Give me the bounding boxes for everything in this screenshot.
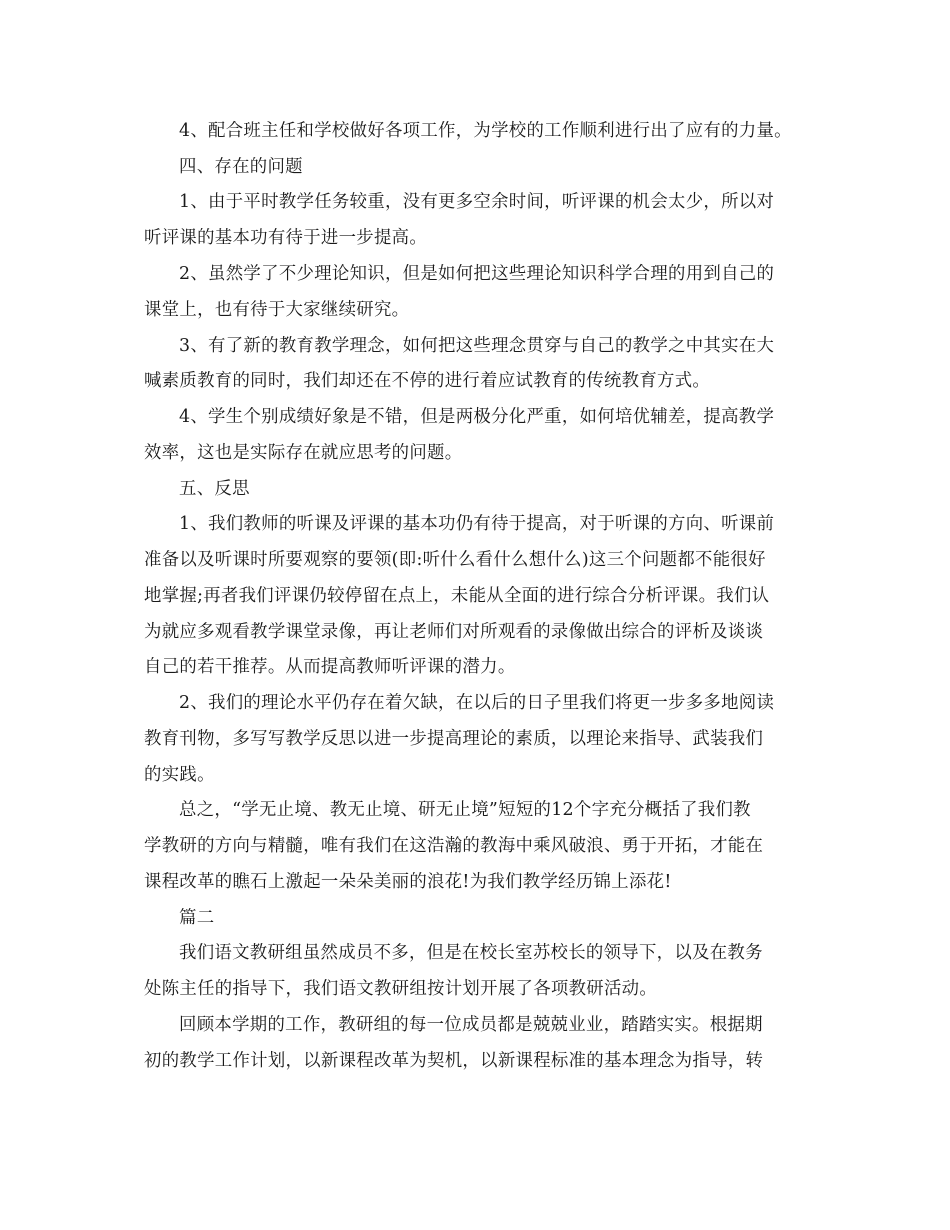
paragraph-line: 3、有了新的教育教学理念，如何把这些理念贯穿与自己的教学之中其实在大 [179, 336, 775, 356]
paragraph-line: 总之，“学无止境、教无止境、研无止境”短短的12个字充分概括了我们教 [179, 800, 751, 820]
paragraph-line: 2、我们的理论水平仍存在着欠缺，在以后的日子里我们将更一步多多地阅读 [179, 693, 775, 713]
paragraph-line: 我们语文教研组虽然成员不多，但是在校长室苏校长的领导下，以及在教务 [179, 943, 763, 963]
paragraph-line: 听评课的基本功有待于进一步提高。 [144, 228, 428, 248]
paragraph-line: 初的教学工作计划，以新课程改革为契机，以新课程标准的基本理念为指导，转 [144, 1051, 764, 1071]
paragraph-line: 喊素质教育的同时，我们却还在不停的进行着应试教育的传统教育方式。 [144, 371, 711, 391]
paragraph-line: 回顾本学期的工作，教研组的每一位成员都是兢兢业业，踏踏实实。根据期 [179, 1015, 763, 1035]
paragraph-line: 教育刊物，多写写教学反思以进一步提高理论的素质，以理论来指导、武装我们 [144, 729, 764, 749]
paragraph-line: 自己的若干推荐。从而提高教师听评课的潜力。 [144, 657, 516, 677]
paragraph-line: 的实践。 [144, 765, 215, 785]
paragraph-line: 1、我们教师的听课及评课的基本功仍有待于提高，对于听课的方向、听课前 [179, 514, 775, 534]
paragraph-line: 课程改革的瞧石上激起一朵朵美丽的浪花!为我们教学经历锦上添花! [144, 872, 672, 892]
paragraph-line: 处陈主任的指导下，我们语文教研组按计划开展了各项教研活动。 [144, 979, 658, 999]
paragraph-line: 课堂上，也有待于大家继续研究。 [144, 300, 410, 320]
paragraph-line: 为就应多观看教学课堂录像，再让老师们对所观看的录像做出综合的评析及谈谈 [144, 622, 764, 642]
section-heading-reflection: 五、反思 [179, 479, 250, 499]
paragraph-line: 1、由于平时教学任务较重，没有更多空余时间，听评课的机会太少，所以对 [179, 192, 775, 212]
paragraph-line: 2、虽然学了不少理论知识，但是如何把这些理论知识科学合理的用到自己的 [179, 264, 775, 284]
section-heading-part-two: 篇二 [179, 908, 215, 928]
paragraph-line: 学教研的方向与精髓，唯有我们在这浩瀚的教海中乘风破浪、勇于开拓，才能在 [144, 836, 764, 856]
paragraph-line: 效率，这也是实际存在就应思考的问题。 [144, 443, 463, 463]
paragraph-line: 4、配合班主任和学校做好各项工作，为学校的工作顺利进行出了应有的力量。 [179, 121, 792, 141]
paragraph-line: 4、学生个别成绩好象是不错，但是两极分化严重，如何培优辅差，提高教学 [179, 407, 775, 427]
section-heading-problems: 四、存在的问题 [179, 157, 303, 177]
paragraph-line: 地掌握;再者我们评课仍较停留在点上，未能从全面的进行综合分析评课。我们认 [144, 586, 770, 606]
paragraph-line: 准备以及听课时所要观察的要领(即:听什么看什么想什么)这三个问题都不能很好 [144, 550, 766, 570]
